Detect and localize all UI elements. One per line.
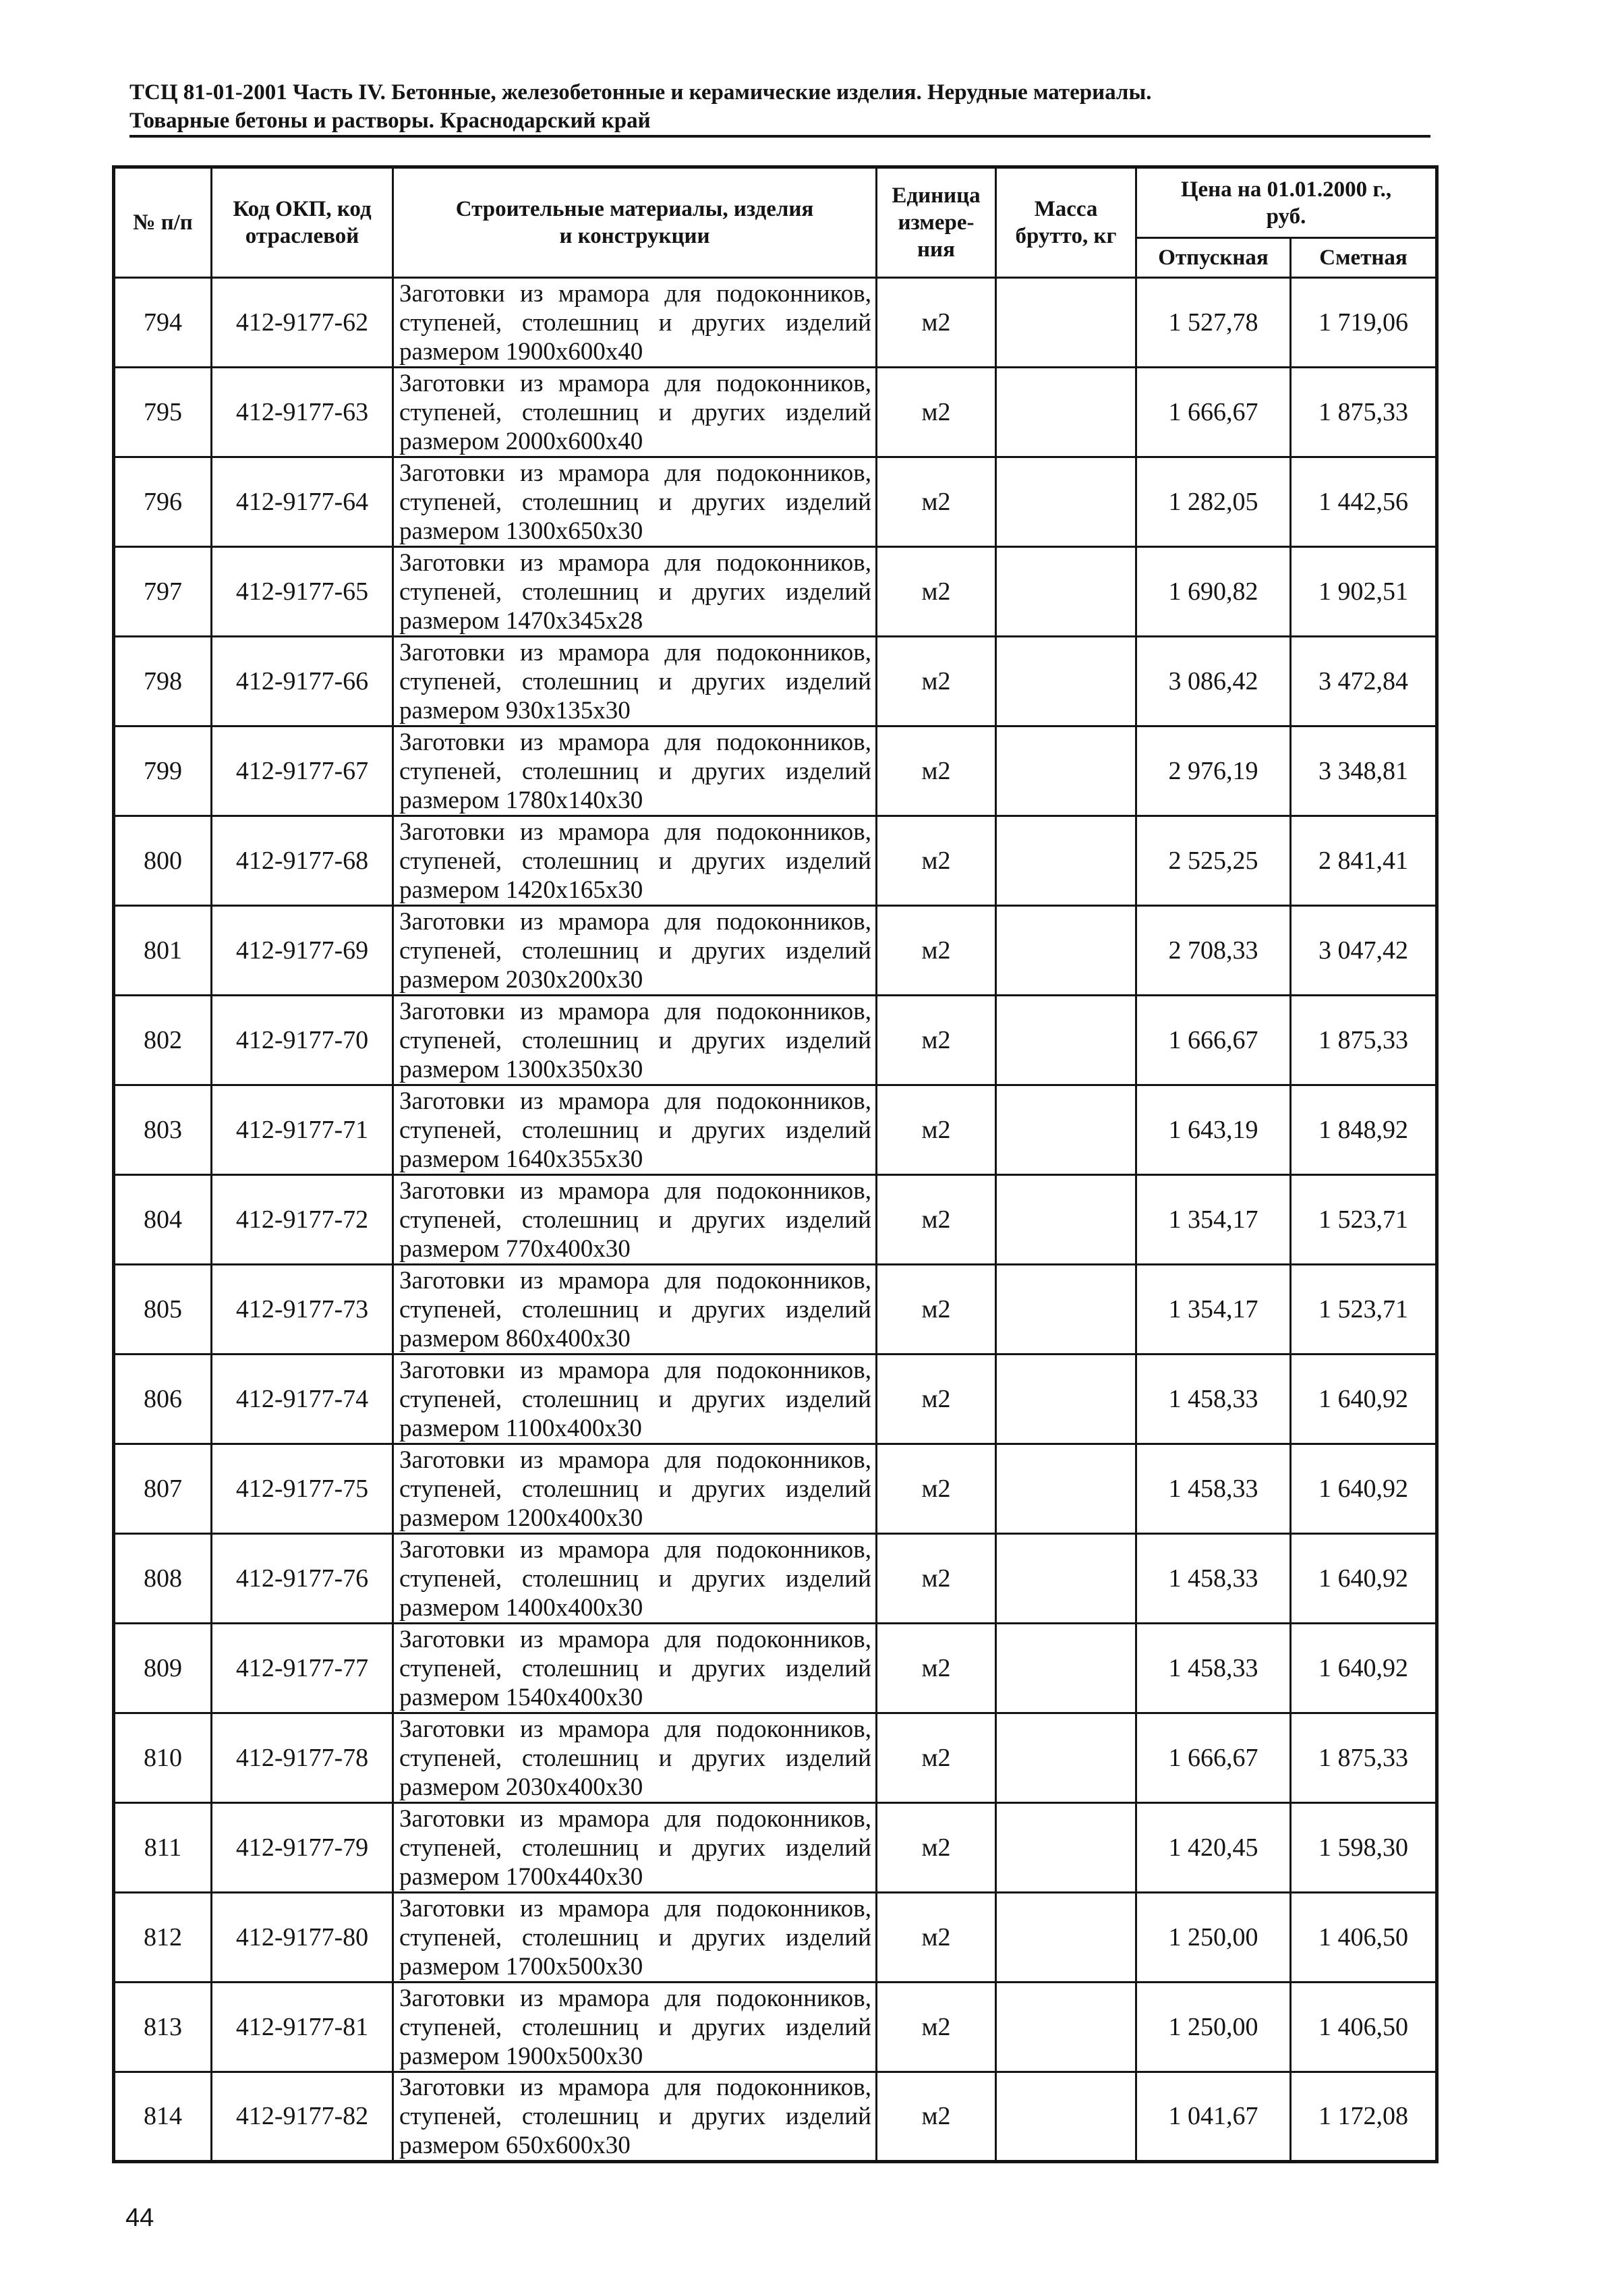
description-line: ступеней, столешниц и других изделий: [399, 1744, 871, 1772]
description-line: Заготовки из мрамора для подоконников,: [399, 1804, 871, 1833]
okp-code: 412-9177-62: [212, 278, 393, 368]
material-description: [393, 1355, 877, 1444]
description-line: ступеней, столешниц и других изделий: [399, 1026, 871, 1054]
description-line: ступеней, столешниц и других изделий: [399, 488, 871, 516]
row-number: 796: [114, 457, 212, 547]
okp-code: 412-9177-66: [212, 637, 393, 726]
price-release: 1 458,33: [1136, 1624, 1291, 1713]
price-release: 1 458,33: [1136, 1355, 1291, 1444]
okp-code: 412-9177-81: [212, 1983, 393, 2072]
description-line: размером 770х400х30: [399, 1234, 631, 1263]
unit-of-measure: м2: [877, 906, 996, 996]
description-line: размером 1640х355х30: [399, 1145, 643, 1173]
running-header: [129, 78, 1430, 138]
description-line: размером 2000х600х40: [399, 427, 643, 455]
okp-code: 412-9177-82: [212, 2072, 393, 2162]
price-estimate: 1 640,92: [1291, 1534, 1437, 1624]
table-row: [114, 547, 1437, 637]
table-row: [114, 1265, 1437, 1355]
price-estimate: 1 406,50: [1291, 1983, 1437, 2072]
price-estimate: 1 875,33: [1291, 368, 1437, 457]
table-row: [114, 726, 1437, 816]
table-row: [114, 1713, 1437, 1803]
description-line: Заготовки из мрамора для подоконников,: [399, 1894, 871, 1922]
unit-of-measure: м2: [877, 457, 996, 547]
material-description: [393, 816, 877, 906]
price-release: 1 666,67: [1136, 1713, 1291, 1803]
gross-mass: [996, 368, 1136, 457]
price-release: 1 354,17: [1136, 1265, 1291, 1355]
row-number: 810: [114, 1713, 212, 1803]
price-estimate: 1 523,71: [1291, 1265, 1437, 1355]
description-line: Заготовки из мрамора для подоконников,: [399, 459, 871, 487]
description-line: Заготовки из мрамора для подоконников,: [399, 1984, 871, 2012]
material-description: [393, 278, 877, 368]
gross-mass: [996, 1803, 1136, 1893]
material-description: [393, 457, 877, 547]
gross-mass: [996, 1444, 1136, 1534]
table-row: [114, 906, 1437, 996]
okp-code: 412-9177-67: [212, 726, 393, 816]
description-line: размером 1200х400х30: [399, 1504, 643, 1532]
price-estimate: 1 640,92: [1291, 1624, 1437, 1713]
unit-of-measure: м2: [877, 726, 996, 816]
price-release: 1 354,17: [1136, 1175, 1291, 1265]
header-number: [114, 167, 212, 278]
price-release: 1 458,33: [1136, 1534, 1291, 1624]
gross-mass: [996, 1893, 1136, 1983]
description-line: ступеней, столешниц и других изделий: [399, 1116, 871, 1144]
price-estimate: 1 848,92: [1291, 1085, 1437, 1175]
unit-of-measure: м2: [877, 816, 996, 906]
description-line: Заготовки из мрамора для подоконников,: [399, 279, 871, 308]
description-line: размером 1470х345х28: [399, 606, 643, 635]
table-row: [114, 1175, 1437, 1265]
row-number: 800: [114, 816, 212, 906]
table-header: [114, 167, 1437, 278]
material-description: [393, 1624, 877, 1713]
description-line: Заготовки из мрамора для подоконников,: [399, 2074, 871, 2101]
table-row: [114, 1893, 1437, 1983]
description-line: ступеней, столешниц и других изделий: [399, 308, 871, 337]
table-row: [114, 1355, 1437, 1444]
description-line: Заготовки из мрамора для подоконников,: [399, 907, 871, 936]
header-price: [1136, 167, 1437, 238]
description-line: ступеней, столешниц и других изделий: [399, 667, 871, 695]
okp-code: 412-9177-80: [212, 1893, 393, 1983]
price-release: 1 666,67: [1136, 368, 1291, 457]
unit-of-measure: м2: [877, 1085, 996, 1175]
table-body: [114, 278, 1437, 2162]
header-line: Цена на 01.01.2000 г.,: [1180, 177, 1392, 202]
table-row: [114, 1624, 1437, 1713]
price-release: 2 525,25: [1136, 816, 1291, 906]
description-line: ступеней, столешниц и других изделий: [399, 936, 871, 965]
header-line: измере-: [898, 210, 975, 235]
description-line: размером 1300х650х30: [399, 517, 643, 545]
header-line: руб.: [1266, 204, 1306, 229]
table-row: [114, 1534, 1437, 1624]
okp-code: 412-9177-68: [212, 816, 393, 906]
description-line: размером 1100х400х30: [399, 1414, 642, 1442]
header-gross-mass: [996, 167, 1136, 278]
unit-of-measure: м2: [877, 1983, 996, 2072]
row-number: 801: [114, 906, 212, 996]
row-number: 795: [114, 368, 212, 457]
description-line: ступеней, столешниц и других изделий: [399, 1923, 871, 1951]
description-line: ступеней, столешниц и других изделий: [399, 577, 871, 606]
header-line: Строительные материалы, изделия: [455, 197, 814, 221]
table-row: [114, 996, 1437, 1085]
description-line: ступеней, столешниц и других изделий: [399, 757, 871, 785]
description-line: размером 1300х350х30: [399, 1055, 643, 1083]
gross-mass: [996, 1713, 1136, 1803]
unit-of-measure: м2: [877, 1444, 996, 1534]
description-line: размером 1700х440х30: [399, 1862, 643, 1891]
row-number: 799: [114, 726, 212, 816]
price-release: 1 458,33: [1136, 1444, 1291, 1534]
gross-mass: [996, 278, 1136, 368]
description-line: размером 1420х165х30: [399, 876, 643, 904]
description-line: ступеней, столешниц и других изделий: [399, 1295, 871, 1323]
row-number: 809: [114, 1624, 212, 1713]
okp-code: 412-9177-76: [212, 1534, 393, 1624]
price-release: 2 708,33: [1136, 906, 1291, 996]
description-line: Заготовки из мрамора для подоконников,: [399, 1087, 871, 1115]
header-line: Масса: [1034, 197, 1098, 221]
material-description: [393, 1534, 877, 1624]
description-line: размером 1400х400х30: [399, 1593, 643, 1622]
running-header-line-1: ТСЦ 81-01-2001 Часть IV. Бетонные, железобетонные и керамические изделия. Нерудные материалы.: [129, 80, 1152, 105]
description-line: Заготовки из мрамора для подоконников,: [399, 369, 871, 397]
header-line: отраслевой: [245, 224, 359, 248]
material-description: [393, 2072, 877, 2162]
description-line: Заготовки из мрамора для подоконников,: [399, 1446, 871, 1474]
header-line: Сметная: [1319, 246, 1408, 270]
header-price-estimate: [1291, 238, 1437, 278]
okp-code: 412-9177-64: [212, 457, 393, 547]
price-release: 1 250,00: [1136, 1983, 1291, 2072]
price-estimate: 1 406,50: [1291, 1893, 1437, 1983]
unit-of-measure: м2: [877, 1624, 996, 1713]
gross-mass: [996, 816, 1136, 906]
gross-mass: [996, 726, 1136, 816]
material-description: [393, 1983, 877, 2072]
header-price-release: [1136, 238, 1291, 278]
price-estimate: 1 875,33: [1291, 996, 1437, 1085]
description-line: размером 1700х500х30: [399, 1952, 643, 1980]
row-number: 814: [114, 2072, 212, 2162]
material-description: [393, 1803, 877, 1893]
unit-of-measure: м2: [877, 1893, 996, 1983]
okp-code: 412-9177-65: [212, 547, 393, 637]
table-row: [114, 2072, 1437, 2162]
unit-of-measure: м2: [877, 1534, 996, 1624]
header-okp-code: [212, 167, 393, 278]
price-release: 3 086,42: [1136, 637, 1291, 726]
row-number: 811: [114, 1803, 212, 1893]
header-line: ния: [917, 237, 955, 262]
price-table: [112, 165, 1439, 2163]
description-line: размером 2030х200х30: [399, 965, 643, 994]
page-number: 44: [125, 2204, 154, 2232]
description-line: ступеней, столешниц и других изделий: [399, 1385, 871, 1413]
price-estimate: 1 598,30: [1291, 1803, 1437, 1893]
header-line: Единица: [892, 183, 981, 208]
unit-of-measure: м2: [877, 368, 996, 457]
material-description: [393, 1893, 877, 1983]
gross-mass: [996, 1085, 1136, 1175]
row-number: 808: [114, 1534, 212, 1624]
okp-code: 412-9177-72: [212, 1175, 393, 1265]
gross-mass: [996, 996, 1136, 1085]
okp-code: 412-9177-70: [212, 996, 393, 1085]
table-row: [114, 1983, 1437, 2072]
price-release: 2 976,19: [1136, 726, 1291, 816]
okp-code: 412-9177-63: [212, 368, 393, 457]
price-release: 1 250,00: [1136, 1893, 1291, 1983]
description-line: Заготовки из мрамора для подоконников,: [399, 1266, 871, 1294]
header-line: Код ОКП, код: [233, 197, 372, 221]
price-estimate: 3 047,42: [1291, 906, 1437, 996]
description-line: размером 1780х140х30: [399, 786, 643, 814]
okp-code: 412-9177-77: [212, 1624, 393, 1713]
table-row: [114, 368, 1437, 457]
header-unit: [877, 167, 996, 278]
okp-code: 412-9177-79: [212, 1803, 393, 1893]
table-row: [114, 1444, 1437, 1534]
material-description: [393, 726, 877, 816]
okp-code: 412-9177-78: [212, 1713, 393, 1803]
header-line: и конструкции: [559, 224, 710, 248]
table-row: [114, 278, 1437, 368]
okp-code: 412-9177-73: [212, 1265, 393, 1355]
price-release: 1 041,67: [1136, 2072, 1291, 2162]
unit-of-measure: м2: [877, 1175, 996, 1265]
unit-of-measure: м2: [877, 996, 996, 1085]
material-description: [393, 996, 877, 1085]
okp-code: 412-9177-71: [212, 1085, 393, 1175]
gross-mass: [996, 457, 1136, 547]
description-line: ступеней, столешниц и других изделий: [399, 1833, 871, 1862]
gross-mass: [996, 547, 1136, 637]
description-line: размером 1540х400х30: [399, 1683, 643, 1711]
row-number: 798: [114, 637, 212, 726]
unit-of-measure: м2: [877, 637, 996, 726]
unit-of-measure: м2: [877, 1355, 996, 1444]
description-line: ступеней, столешниц и других изделий: [399, 1475, 871, 1503]
header-line: Отпускная: [1158, 246, 1269, 270]
material-description: [393, 637, 877, 726]
unit-of-measure: м2: [877, 1713, 996, 1803]
price-release: 1 282,05: [1136, 457, 1291, 547]
row-number: 802: [114, 996, 212, 1085]
okp-code: 412-9177-69: [212, 906, 393, 996]
description-line: размером 650х600х30: [399, 2132, 631, 2159]
material-description: [393, 547, 877, 637]
gross-mass: [996, 1534, 1136, 1624]
material-description: [393, 1085, 877, 1175]
table-row: [114, 457, 1437, 547]
table-row: [114, 816, 1437, 906]
price-estimate: 2 841,41: [1291, 816, 1437, 906]
price-estimate: 3 348,81: [1291, 726, 1437, 816]
row-number: 806: [114, 1355, 212, 1444]
description-line: ступеней, столешниц и других изделий: [399, 1654, 871, 1682]
price-estimate: 3 472,84: [1291, 637, 1437, 726]
description-line: размером 860х400х30: [399, 1324, 631, 1352]
price-estimate: 1 640,92: [1291, 1444, 1437, 1534]
table-row: [114, 1803, 1437, 1893]
material-description: [393, 1444, 877, 1534]
price-release: 1 666,67: [1136, 996, 1291, 1085]
gross-mass: [996, 906, 1136, 996]
gross-mass: [996, 2072, 1136, 2162]
material-description: [393, 1265, 877, 1355]
unit-of-measure: м2: [877, 2072, 996, 2162]
description-line: ступеней, столешниц и других изделий: [399, 847, 871, 875]
gross-mass: [996, 1265, 1136, 1355]
description-line: размером 1900х500х30: [399, 2042, 643, 2070]
price-release: 1 643,19: [1136, 1085, 1291, 1175]
unit-of-measure: м2: [877, 278, 996, 368]
description-line: ступеней, столешниц и других изделий: [399, 2103, 871, 2130]
gross-mass: [996, 637, 1136, 726]
gross-mass: [996, 1983, 1136, 2072]
row-number: 803: [114, 1085, 212, 1175]
price-estimate: 1 172,08: [1291, 2072, 1437, 2162]
price-release: 1 690,82: [1136, 547, 1291, 637]
price-estimate: 1 523,71: [1291, 1175, 1437, 1265]
gross-mass: [996, 1624, 1136, 1713]
description-line: ступеней, столешниц и других изделий: [399, 1564, 871, 1593]
table-row: [114, 637, 1437, 726]
description-line: Заготовки из мрамора для подоконников,: [399, 1356, 871, 1384]
description-line: ступеней, столешниц и других изделий: [399, 1205, 871, 1234]
material-description: [393, 368, 877, 457]
description-line: Заготовки из мрамора для подоконников,: [399, 728, 871, 756]
description-line: Заготовки из мрамора для подоконников,: [399, 818, 871, 846]
description-line: Заготовки из мрамора для подоконников,: [399, 997, 871, 1025]
table-header-row: [114, 167, 1437, 238]
description-line: Заготовки из мрамора для подоконников,: [399, 638, 871, 666]
running-header-line-2: Товарные бетоны и растворы. Краснодарский край: [129, 109, 651, 133]
description-line: размером 2030х400х30: [399, 1773, 643, 1801]
material-description: [393, 906, 877, 996]
row-number: 794: [114, 278, 212, 368]
material-description: [393, 1713, 877, 1803]
price-estimate: 1 442,56: [1291, 457, 1437, 547]
description-line: Заготовки из мрамора для подоконников,: [399, 1625, 871, 1653]
unit-of-measure: м2: [877, 1265, 996, 1355]
header-material: [393, 167, 877, 278]
price-estimate: 1 640,92: [1291, 1355, 1437, 1444]
gross-mass: [996, 1175, 1136, 1265]
price-estimate: 1 875,33: [1291, 1713, 1437, 1803]
price-release: 1 527,78: [1136, 278, 1291, 368]
gross-mass: [996, 1355, 1136, 1444]
description-line: размером 1900х600х40: [399, 337, 643, 366]
material-description: [393, 1175, 877, 1265]
header-line: брутто, кг: [1015, 224, 1117, 248]
table-row: [114, 1085, 1437, 1175]
description-line: ступеней, столешниц и других изделий: [399, 2013, 871, 2041]
okp-code: 412-9177-75: [212, 1444, 393, 1534]
row-number: 805: [114, 1265, 212, 1355]
header-line: № п/п: [133, 210, 193, 235]
row-number: 813: [114, 1983, 212, 2072]
price-estimate: 1 902,51: [1291, 547, 1437, 637]
row-number: 812: [114, 1893, 212, 1983]
description-line: Заготовки из мрамора для подоконников,: [399, 1715, 871, 1743]
description-line: Заготовки из мрамора для подоконников,: [399, 1176, 871, 1205]
price-estimate: 1 719,06: [1291, 278, 1437, 368]
row-number: 804: [114, 1175, 212, 1265]
description-line: размером 930х135х30: [399, 696, 631, 724]
unit-of-measure: м2: [877, 1803, 996, 1893]
description-line: ступеней, столешниц и других изделий: [399, 398, 871, 426]
price-release: 1 420,45: [1136, 1803, 1291, 1893]
unit-of-measure: м2: [877, 547, 996, 637]
description-line: Заготовки из мрамора для подоконников,: [399, 1535, 871, 1564]
row-number: 807: [114, 1444, 212, 1534]
okp-code: 412-9177-74: [212, 1355, 393, 1444]
row-number: 797: [114, 547, 212, 637]
description-line: Заготовки из мрамора для подоконников,: [399, 548, 871, 577]
